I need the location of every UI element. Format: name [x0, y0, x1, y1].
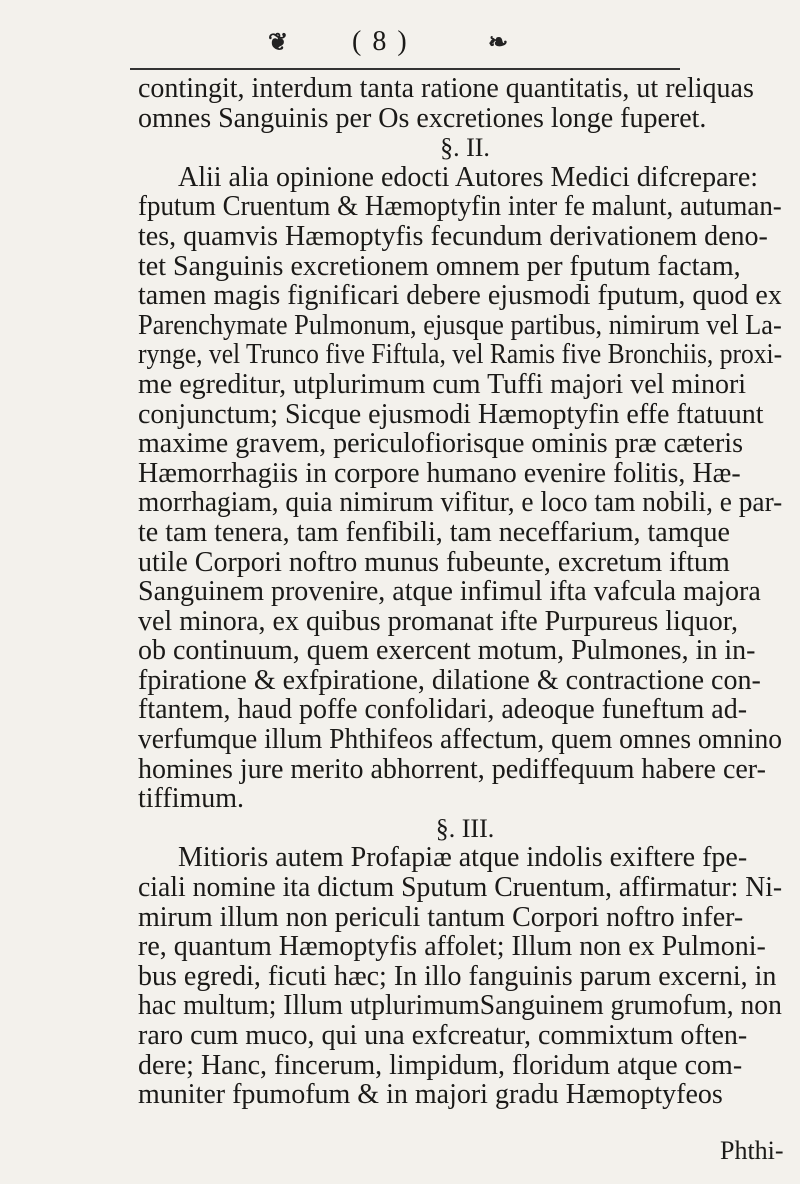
catchword: Phthi-: [720, 1136, 784, 1165]
text-line: contingit, interdum tanta ratione quantitatis, ut reliquas: [138, 73, 754, 104]
text-line: dere; Hanc, fincerum, limpidum, floridum atque com-: [138, 1049, 743, 1081]
text-line: ob continuum, quem exercent motum, Pulmones, in in-: [138, 635, 756, 667]
text-line: bus egredi, ficuti hæc; In illo fanguinis parum excerni, in: [138, 960, 777, 992]
text-line: morrhagiam, quia nimirum vifitur, e loco tam nobili, e par-: [138, 487, 783, 519]
text-line: fpiratione & exfpiratione, dilatione & contractione con-: [138, 664, 761, 696]
text-line: ciali nomine ita dictum Sputum Cruentum, affirmatur: Ni-: [138, 872, 783, 904]
header-rule: [130, 68, 680, 70]
section-heading-iii: §. III.: [435, 813, 495, 843]
text-line: re, quantum Hæmoptyfis affolet; Illum non ex Pulmoni-: [138, 931, 766, 963]
text-line: ftantem, haud poffe confolidari, adeoque funeftum ad-: [138, 694, 748, 726]
fleuron-right-icon: ❧: [488, 30, 509, 56]
text-line: Mitioris autem Profapiæ atque indolis exiftere fpe-: [178, 842, 748, 874]
text-line: conjunctum; Sicque ejusmodi Hæmoptyfin effe ftatuunt: [138, 398, 764, 430]
text-line: mirum illum non periculi tantum Corpori noftro infer-: [138, 901, 744, 933]
text-line: tes, quamvis Hæmoptyfis fecundum derivationem deno-: [138, 220, 768, 252]
text-line: Alii alia opinione edocti Autores Medici difcrepare:: [178, 161, 759, 193]
text-line: homines jure merito abhorrent, pediffequum habere cer-: [138, 753, 766, 785]
text-line: me egreditur, utplurimum cum Tuffi majori vel minori: [138, 368, 747, 400]
section-heading-ii: §. II.: [440, 133, 490, 163]
text-line: Parenchymate Pulmonum, ejusque partibus, nimirum vel La-: [138, 309, 782, 341]
text-line: te tam tenera, tam fenfibili, tam neceffarium, tamque: [138, 516, 730, 548]
text-line: Hæmorrhagiis in corpore humano evenire folitis, Hæ-: [138, 457, 741, 489]
text-line: fputum Cruentum & Hæmoptyfin inter fe malunt, autuman-: [138, 191, 782, 223]
text-line: Sanguinem provenire, atque infimul ifta vafcula majora: [138, 576, 761, 608]
text-line: maxime gravem, periculofiorisque ominis præ cæteris: [138, 428, 743, 460]
text-line: hac multum; Illum utplurimumSanguinem grumofum, non: [138, 990, 782, 1022]
page-header: [120, 18, 680, 68]
text-line: raro cum muco, qui una exfcreatur, commixtum often-: [138, 1020, 748, 1051]
text-line: tiffimum.: [138, 783, 245, 815]
text-line: utile Corpori noftro munus fubeunte, excretum iftum: [138, 546, 730, 578]
fleuron-left-icon: ❦: [268, 30, 289, 56]
text-line: rynge, vel Trunco five Fiftula, vel Ramis five Bronchiis, proxi-: [138, 339, 783, 371]
text-line: muniter fpumofum & in majori gradu Hæmoptyfeos: [138, 1079, 723, 1111]
text-line: vel minora, ex quibus promanat ifte Purpureus liquor,: [138, 605, 738, 637]
body-text: [138, 74, 782, 1110]
text-line: omnes Sanguinis per Os excretiones longe fuperet.: [138, 102, 707, 134]
text-line: verfumque illum Phthifeos affectum, quem omnes omnino: [138, 724, 783, 756]
text-line: tet Sanguinis excretionem omnem per fputum factam,: [138, 250, 741, 282]
text-line: tamen magis fignificari debere ejusmodi fputum, quod ex: [138, 280, 782, 312]
page-number: ( 8 ): [352, 26, 409, 57]
